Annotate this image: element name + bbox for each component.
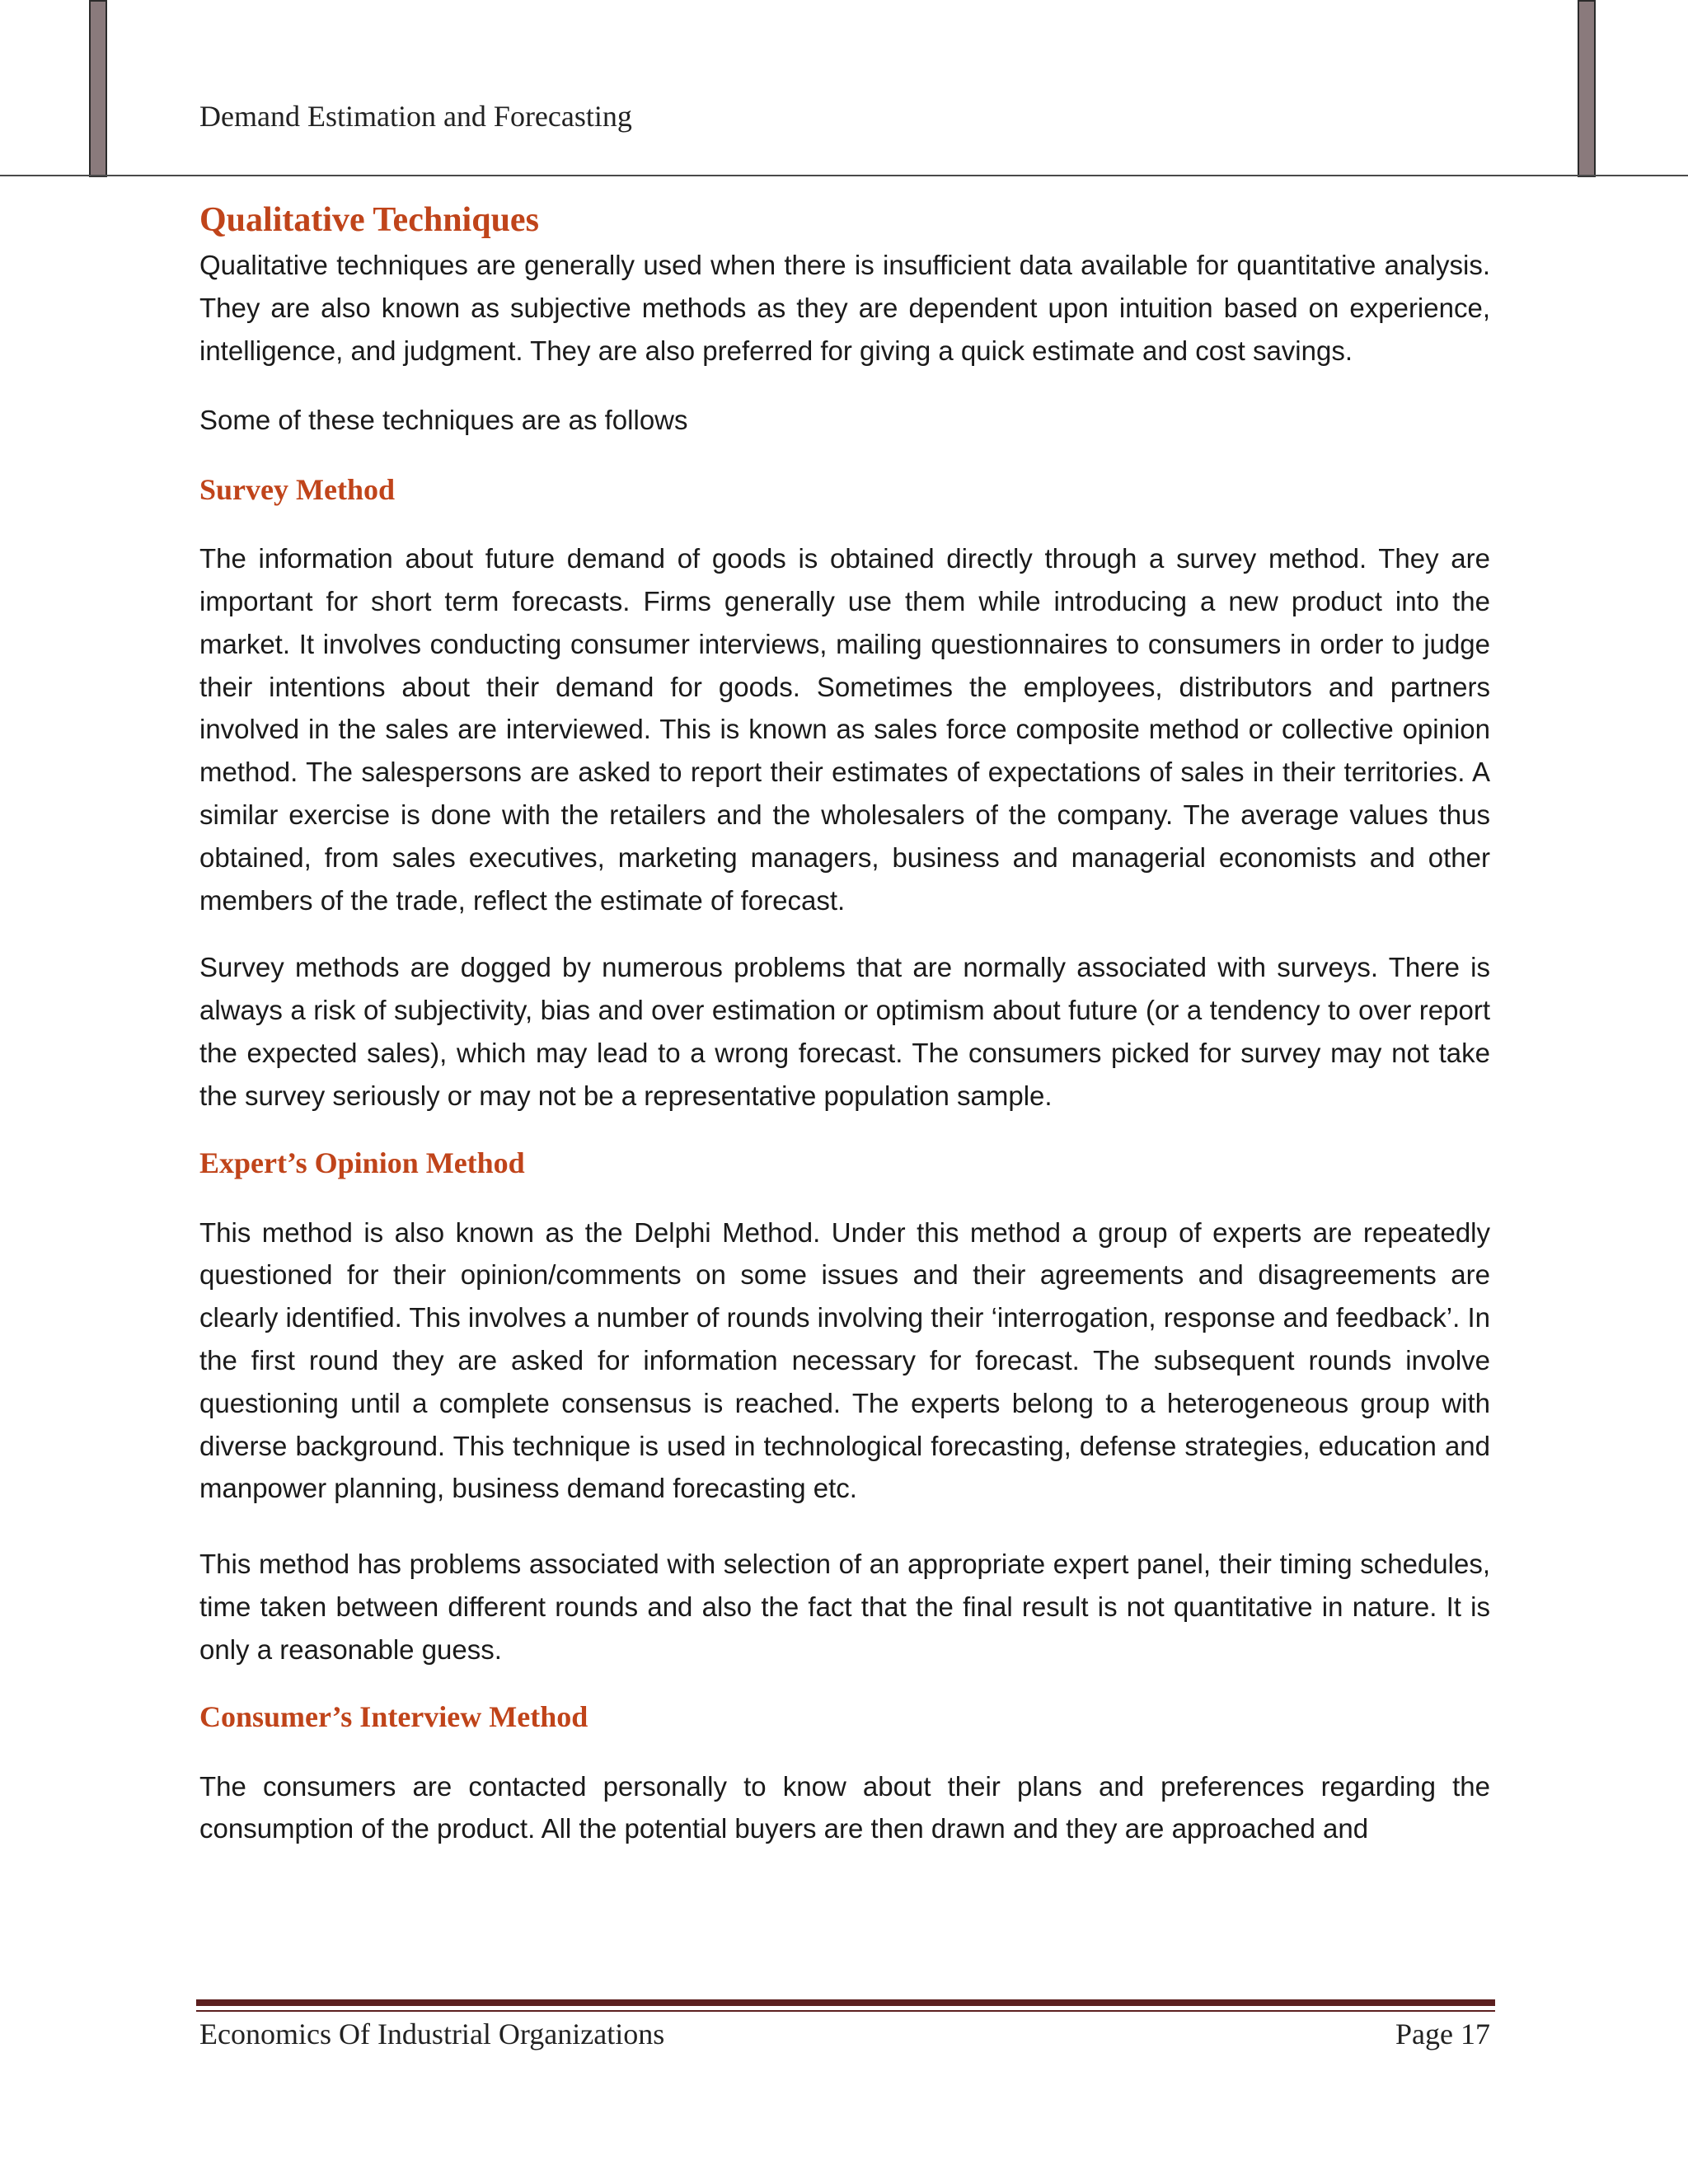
header-decoration-left — [89, 0, 107, 177]
running-header: Demand Estimation and Forecasting — [199, 100, 632, 133]
section-title: Qualitative Techniques — [199, 201, 539, 239]
expert-paragraph-2: This method has problems associated with selection of an appropriate expert panel, their timing schedules, time taken between different rounds and also the fact that the final result is not quantitative in nature. It is only a reasonable guess. — [199, 1549, 1490, 1665]
survey-paragraph-1: The information about future demand of goods is obtained directly through a survey method. They are important for short term forecasts. Firms generally use them while introducing a new product into the market. It involves conducting consumer interviews, mailing questionnaires to consumers in order to judge their intentions about their demand for goods. Sometimes the employees, distributors and partners involved in the sales are interviewed. This is known as sales force composite method or collective opinion method. The salespersons are asked to report their estimates of expectations of sales in their territories. A similar exercise is done with the retailers and the wholesalers of the company. The average values thus obtained, from sales executives, marketing managers, business and managerial economists and other members of the trade, reflect the estimate of forecast. — [199, 543, 1490, 916]
footer-rule-thin — [196, 2010, 1495, 2012]
expert-paragraph-1: This method is also known as the Delphi Method. Under this method a group of experts are repeatedly questioned for their opinion/comments on some issues and their agreements and disagreements are clearly identified. This involves a number of rounds involving their ‘interrogation, response and feedback’. In the first round they are asked for information necessary for forecast. The subsequent rounds involve questioning until a complete consensus is reached. The experts belong to a heterogeneous group with diverse background. This technique is used in technological forecasting, defense strategies, education and manpower planning, business demand forecasting etc. — [199, 1216, 1490, 1504]
header-rule — [0, 175, 1688, 176]
footer-book-title: Economics Of Industrial Organizations — [199, 2018, 665, 2050]
intro-paragraph: Qualitative techniques are generally used when there is insufficient data available for quantitative analysis. They are also known as subjective methods as they are dependent upon intuition based on experience, intelligence, and judgment. They are also preferred for giving a quick estimate and cost savings. — [199, 250, 1490, 366]
footer-rule — [196, 1999, 1495, 2006]
survey-method-heading: Survey Method — [199, 473, 395, 507]
survey-paragraph-2: Survey methods are dogged by numerous problems that are normally associated with surveys. There is always a risk of subjectivity, bias and over estimation or optimism about future (or a tendency to over report the expected sales), which may lead to a wrong forecast. The consumers picked for survey may not take the survey seriously or may not be a representative population sample. — [199, 952, 1490, 1111]
expert-opinion-heading: Expert’s Opinion Method — [199, 1146, 525, 1179]
consumer-paragraph-1: The consumers are contacted personally to know about their plans and preferences regarding the consumption of the product. All the potential buyers are then drawn and they are approached and — [199, 1770, 1490, 1844]
page-body — [199, 196, 1490, 1850]
consumer-interview-heading: Consumer’s Interview Method — [199, 1699, 588, 1733]
header-decoration-right — [1578, 0, 1596, 177]
lead-paragraph: Some of these techniques are as follows — [199, 405, 688, 436]
page-number: Page 17 — [1395, 2018, 1490, 2050]
